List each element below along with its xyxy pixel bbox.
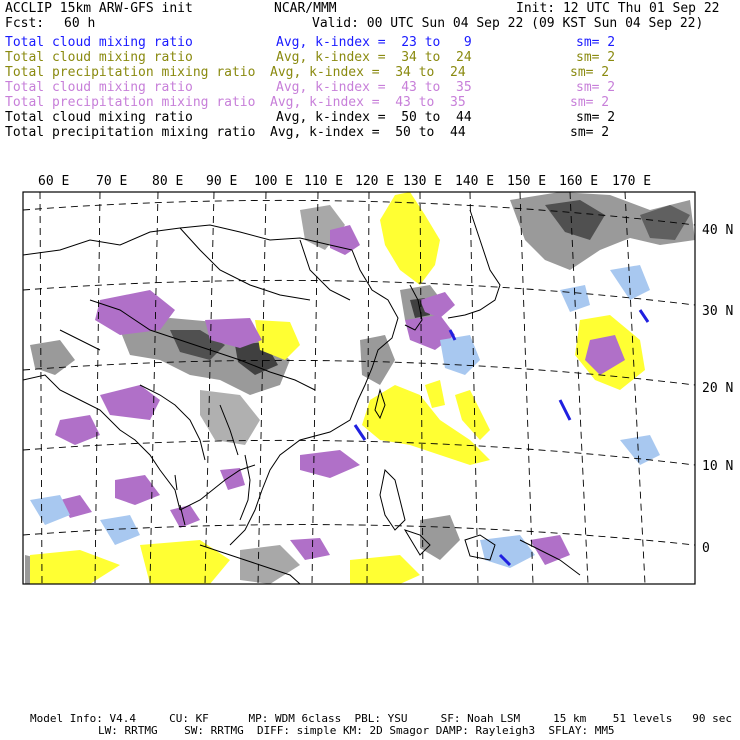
lon-label: 70 E	[96, 174, 128, 189]
lat-label: 30 N	[702, 304, 734, 319]
lon-label: 100 E	[254, 174, 294, 189]
lon-label: 80 E	[152, 174, 184, 189]
field-range: Avg, k-index = 43 to 35	[270, 95, 466, 110]
lat-label: 40 N	[702, 223, 734, 238]
lon-label: 140 E	[455, 174, 495, 189]
lon-label: 120 E	[355, 174, 395, 189]
field-name: Total precipitation mixing ratio	[5, 125, 256, 140]
lon-label: 160 E	[559, 174, 599, 189]
field-sm: sm= 2	[576, 80, 616, 95]
field-name: Total precipitation mixing ratio	[5, 95, 256, 110]
lon-label: 170 E	[612, 174, 652, 189]
field-sm: sm= 2	[576, 50, 616, 65]
fcst-value: 60 h	[64, 16, 96, 31]
field-sm: sm= 2	[576, 35, 616, 50]
field-sm: sm= 2	[570, 125, 610, 140]
model-title: ACCLIP 15km ARW-GFS init	[5, 1, 193, 16]
field-name: Total precipitation mixing ratio	[5, 65, 256, 80]
purple-precip-field	[55, 225, 625, 565]
lat-label: 20 N	[702, 381, 734, 396]
field-range: Avg, k-index = 34 to 24	[276, 50, 472, 65]
lat-label: 10 N	[702, 459, 734, 474]
latitude-labels	[702, 223, 733, 556]
field-range: Avg, k-index = 43 to 35	[276, 80, 472, 95]
lon-label: 90 E	[206, 174, 238, 189]
field-range: Avg, k-index = 34 to 24	[270, 65, 466, 80]
field-sm: sm= 2	[576, 110, 616, 125]
init-time: Init: 12 UTC Thu 01 Sep 22	[516, 1, 720, 16]
lon-label: 150 E	[507, 174, 547, 189]
model-info-line2: LW: RRTMG SW: RRTMG DIFF: simple KM: 2D Smagor DAMP: Rayleigh3 SFLAY: MM5	[98, 724, 615, 737]
fcst-label: Fcst:	[5, 16, 45, 31]
field-range: Avg, k-index = 50 to 44	[270, 125, 466, 140]
valid-time: Valid: 00 UTC Sun 04 Sep 22 (09 KST Sun 04 Sep 22)	[312, 16, 704, 31]
field-name: Total cloud mixing ratio	[5, 110, 193, 125]
field-name: Total cloud mixing ratio	[5, 50, 193, 65]
center-label: NCAR/MMM	[274, 1, 337, 16]
lat-label: 0	[702, 541, 710, 556]
field-range: Avg, k-index = 23 to 9	[276, 35, 472, 50]
lon-label: 110 E	[304, 174, 344, 189]
field-name: Total cloud mixing ratio	[5, 80, 193, 95]
field-sm: sm= 2	[570, 95, 610, 110]
lon-label: 130 E	[403, 174, 443, 189]
field-range: Avg, k-index = 50 to 44	[276, 110, 472, 125]
field-sm: sm= 2	[570, 65, 610, 80]
model-info-line1: Model Info: V4.4 CU: KF MP: WDM 6class PBL: YSU SF: Noah LSM 15 km 51 levels 90 sec	[30, 712, 732, 725]
lon-label: 60 E	[38, 174, 70, 189]
field-name: Total cloud mixing ratio	[5, 35, 193, 50]
longitude-labels	[38, 174, 651, 189]
